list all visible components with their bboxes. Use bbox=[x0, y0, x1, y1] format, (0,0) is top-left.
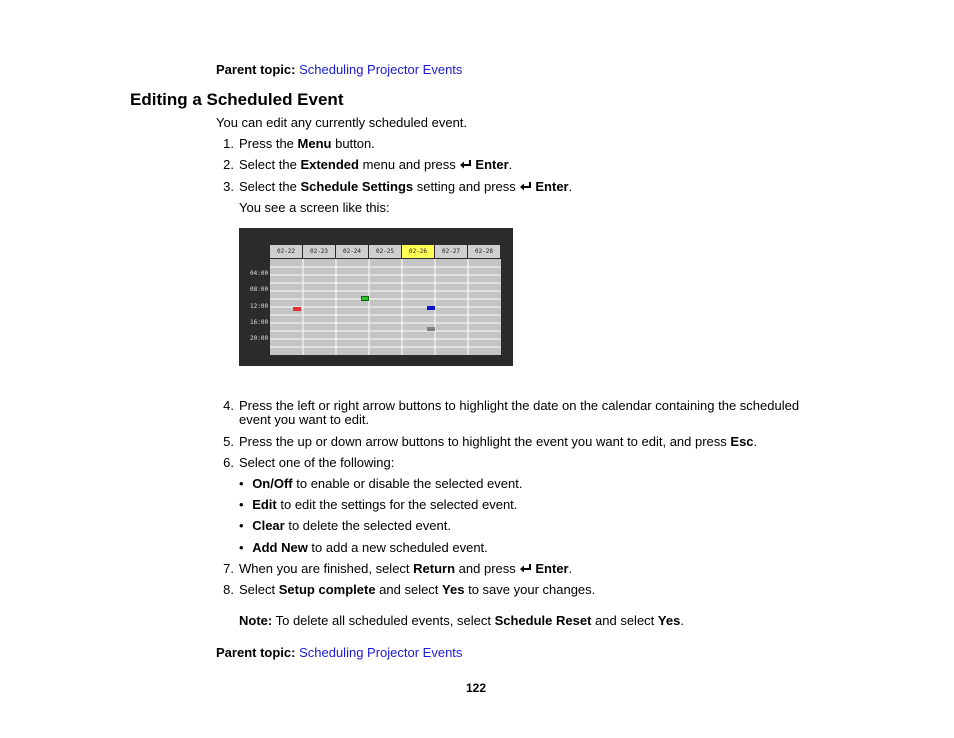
date-header[interactable]: 02-27 bbox=[435, 245, 467, 258]
enter-icon bbox=[459, 159, 472, 170]
option-item: • Add New to add a new scheduled event. bbox=[239, 540, 488, 555]
step-text-line1: Press the left or right arrow buttons to highlight the date on the calendar containing the scheduled bbox=[239, 398, 800, 413]
date-header-selected[interactable]: 02-26 bbox=[402, 245, 434, 258]
date-header[interactable]: 02-24 bbox=[336, 245, 368, 258]
date-header[interactable]: 02-25 bbox=[369, 245, 401, 258]
event-marker-blue[interactable] bbox=[427, 306, 435, 310]
grid-lines bbox=[270, 259, 501, 355]
step-number: 7. bbox=[223, 561, 234, 576]
bullet: • bbox=[239, 540, 244, 555]
time-label: 04:00 bbox=[250, 270, 269, 277]
intro-text: You can edit any currently scheduled event. bbox=[216, 115, 468, 130]
step-number: 3. bbox=[223, 179, 234, 194]
option-item: • Clear to delete the selected event. bbox=[239, 518, 451, 533]
step-text: Select Setup complete and select Yes to save your changes. bbox=[239, 582, 596, 597]
event-marker-gray[interactable] bbox=[427, 327, 435, 331]
step-number: 4. bbox=[223, 398, 234, 413]
date-header[interactable]: 02-23 bbox=[303, 245, 335, 258]
date-header[interactable]: 02-28 bbox=[468, 245, 500, 258]
option-item: • Edit to edit the settings for the selected event. bbox=[239, 497, 518, 512]
step-text-line2: event you want to edit. bbox=[239, 412, 370, 427]
parent-topic-top bbox=[216, 62, 462, 77]
see-screen-text: You see a screen like this: bbox=[239, 200, 390, 215]
time-label: 08:00 bbox=[250, 286, 269, 293]
event-marker-green[interactable] bbox=[361, 296, 369, 301]
parent-topic-label: Parent topic: bbox=[216, 62, 296, 77]
time-label: 20:00 bbox=[250, 335, 269, 342]
step-number: 1. bbox=[223, 136, 234, 151]
step-number: 5. bbox=[223, 434, 234, 449]
option-item: • On/Off to enable or disable the selected event. bbox=[239, 476, 523, 491]
parent-topic-bottom bbox=[216, 645, 462, 660]
parent-topic-link[interactable]: Scheduling Projector Events bbox=[299, 645, 463, 660]
bullet: • bbox=[239, 476, 244, 491]
time-label: 16:00 bbox=[250, 319, 269, 326]
page-number: 122 bbox=[466, 681, 487, 695]
step-text: Select one of the following: bbox=[239, 455, 395, 470]
bullet: • bbox=[239, 497, 244, 512]
step-number: 8. bbox=[223, 582, 234, 597]
calendar-grid bbox=[270, 259, 501, 355]
step-text: Select the Extended menu and press Enter. bbox=[239, 157, 513, 172]
parent-topic-link[interactable]: Scheduling Projector Events bbox=[299, 62, 463, 77]
enter-icon bbox=[519, 563, 532, 574]
step-text: Press the Menu button. bbox=[239, 136, 375, 151]
note: Note: To delete all scheduled events, select Schedule Reset and select Yes. bbox=[239, 613, 684, 628]
bullet: • bbox=[239, 518, 244, 533]
enter-icon bbox=[519, 181, 532, 192]
page-title: Editing a Scheduled Event bbox=[130, 90, 344, 109]
date-header[interactable]: 02-22 bbox=[270, 245, 302, 258]
step-number: 2. bbox=[223, 157, 234, 172]
time-label: 12:00 bbox=[250, 303, 269, 310]
step-text: Select the Schedule Settings setting and press Enter. bbox=[239, 179, 573, 194]
event-marker-red[interactable] bbox=[293, 307, 301, 311]
step-number: 6. bbox=[223, 455, 234, 470]
schedule-screenshot bbox=[239, 228, 513, 366]
step-text: Press the up or down arrow buttons to highlight the event you want to edit, and press Esc. bbox=[239, 434, 758, 449]
step-text: When you are finished, select Return and press Enter. bbox=[239, 561, 573, 576]
parent-topic-label: Parent topic: bbox=[216, 645, 296, 660]
